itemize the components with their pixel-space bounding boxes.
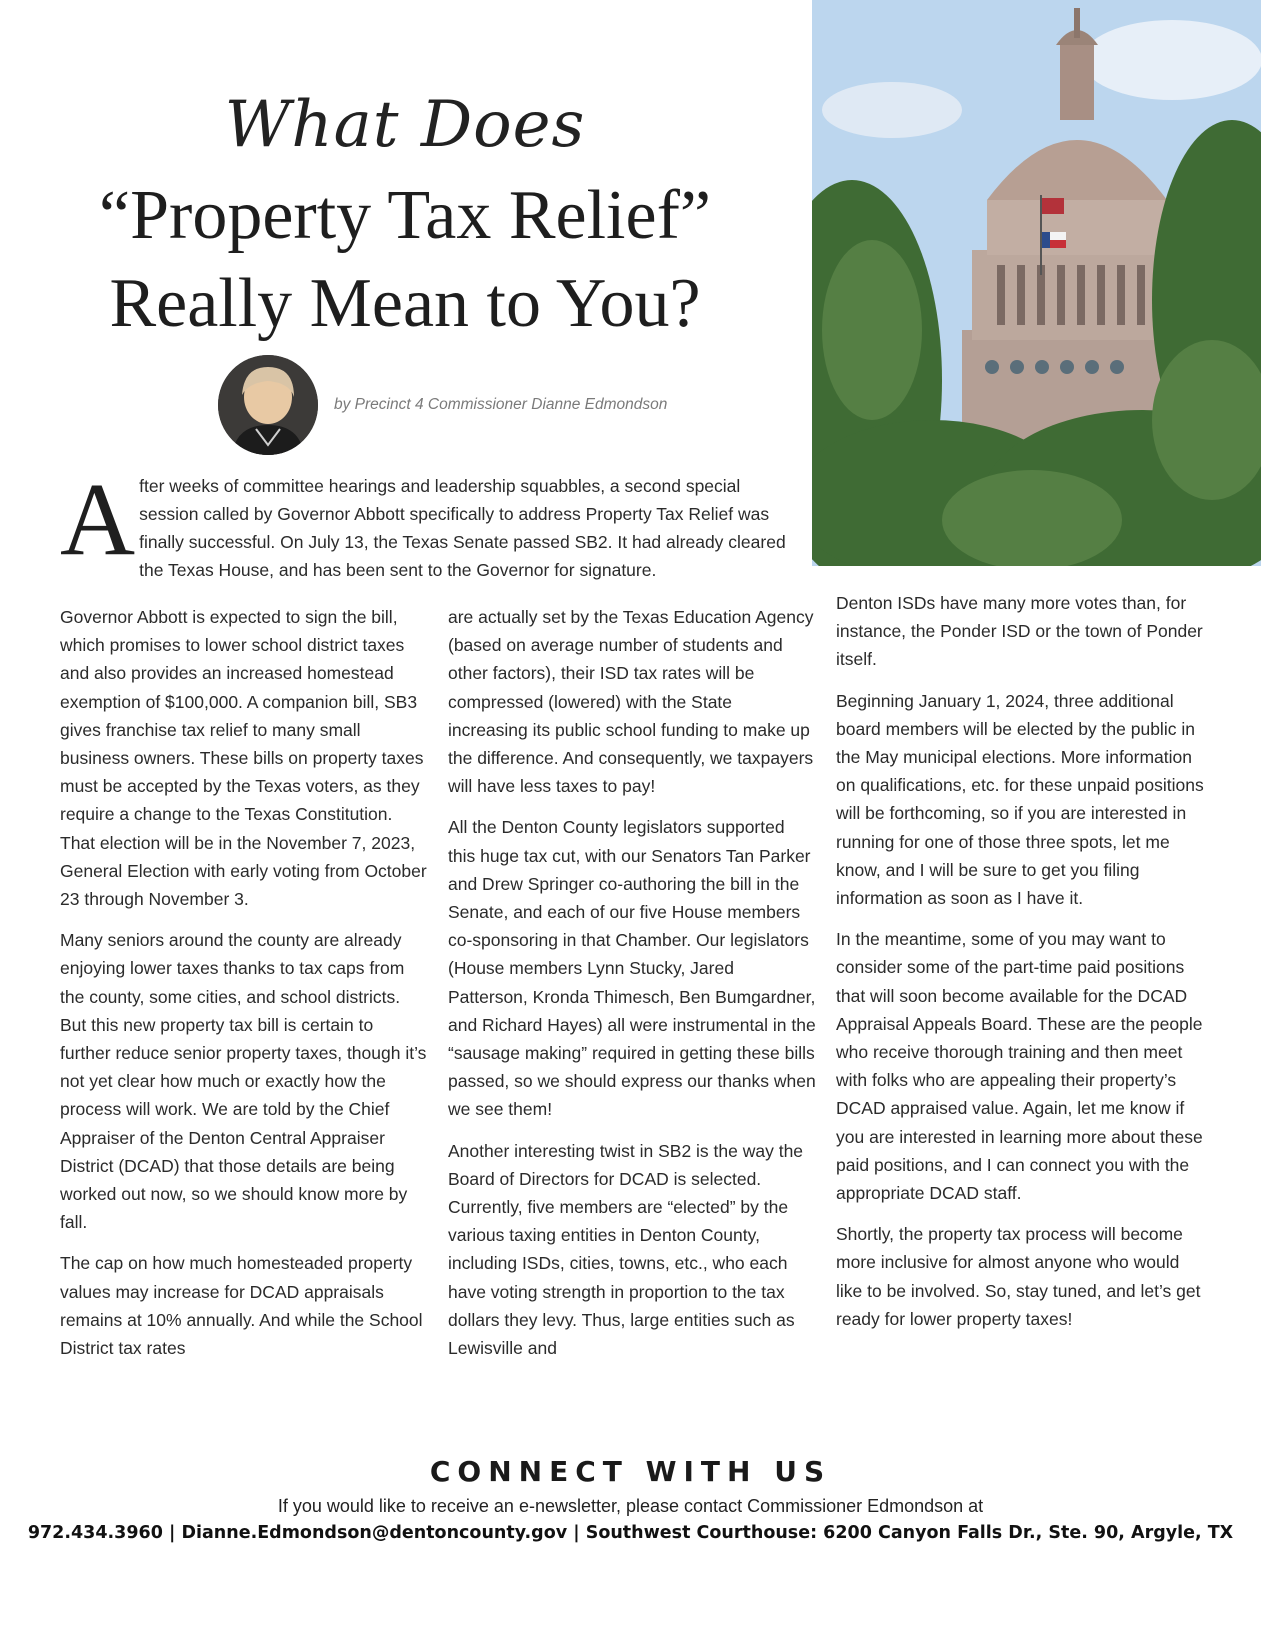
capitol-building-image	[812, 0, 1261, 566]
column-1	[60, 603, 428, 1375]
paragraph: Denton ISDs have many more votes than, for instance, the Ponder ISD or the town of Ponder itself.	[836, 593, 1203, 670]
paragraph: The cap on how much homesteaded property values may increase for DCAD appraisals remains at 10% annually. And while the School District tax rates	[60, 1253, 423, 1359]
drop-cap: A	[60, 462, 136, 577]
capitol-photo	[812, 0, 1261, 566]
byline: by Precinct 4 Commissioner Dianne Edmondson	[334, 396, 668, 413]
paragraph: All the Denton County legislators supported this huge tax cut, with our Senators Tan Parker and Drew Springer co-authoring the bill in the Senate, and each of our five House members co-sponsoring in that Chamber. Our legislators (House members Lynn Stucky, Jared Patterson, Kronda Thimesch, Ben Bumgardner, and Richard Hayes) all were instrumental in the “sausage making” required in getting these bills passed, so we should express our thanks when we see them!	[448, 817, 816, 1120]
paragraph: Many seniors around the county are already enjoying lower taxes thanks to tax caps from the county, some cities, and school districts. But this new property tax bill is certain to further reduce senior property taxes, though it’s not yet clear how much or exactly how the process will work. We are told by the Chief Appraiser of the Denton Central Appraiser District (DCAD) that those details are being worked out now, so we should know more by fall.	[60, 930, 427, 1233]
email-link[interactable]: Dianne.Edmondson@dentoncounty.gov	[181, 1523, 568, 1543]
author-portrait-icon	[218, 355, 318, 455]
separator: |	[162, 1523, 182, 1543]
paragraph: In the meantime, some of you may want to consider some of the part-time paid positions that will soon become available for the DCAD Appraisal Appeals Board. These are the people who receive thorough training and then meet with folks who are appealing their property’s DCAD appraised value. Again, let me know if you are interested in learning more about these paid positions, and I can connect you with the appropriate DCAD staff.	[836, 929, 1203, 1204]
office-address: Southwest Courthouse: 6200 Canyon Falls Dr., Ste. 90, Argyle, TX	[585, 1523, 1234, 1543]
title-line-2: Really Mean to You?	[109, 265, 701, 342]
column-2	[448, 603, 816, 1375]
title-script-line: What Does	[224, 88, 586, 162]
article-title	[40, 172, 770, 348]
paragraph: are actually set by the Texas Education Agency (based on average number of students and other factors), their ISD tax rates will be compressed (lowered) with the State increasing its public school funding to make up the difference. And consequently, we taxpayers will have less taxes to pay!	[448, 607, 814, 797]
contact-line	[0, 1523, 1261, 1543]
lead-paragraph	[60, 462, 798, 584]
title-line-1: “Property Tax Relief”	[99, 177, 711, 254]
connect-heading: CONNECT WITH US	[429, 1455, 832, 1488]
paragraph: Beginning January 1, 2024, three additional board members will be elected by the public in the May municipal elections. More information on qualifications, etc. for these unpaid positions will be forthcoming, so if you are interested in running for one of those three spots, let me know, and I will be sure to get you filing information as soon as I have it.	[836, 690, 1204, 909]
author-avatar	[218, 355, 318, 455]
lead-text: fter weeks of committee hearings and leadership squabbles, a second special session called by Governor Abbott specifically to address Property Tax Relief was finally successful. On July 13, the Texas Senate passed SB2. It had already cleared the Texas House, and has been sent to the Governor for signature.	[139, 476, 786, 580]
phone-number[interactable]: 972.434.3960	[27, 1523, 163, 1543]
column-3	[836, 589, 1208, 1346]
paragraph: Another interesting twist in SB2 is the way the Board of Directors for DCAD is selected. Currently, five members are “elected” by the various taxing entities in Denton County, including ISDs, cities, towns, etc., who each have voting strength in proportion to the tax dollars they levy. Thus, large entities such as Lewisville and	[448, 1140, 804, 1359]
connect-text: If you would like to receive an e-newsletter, please contact Commissioner Edmondson at	[277, 1496, 984, 1516]
separator: |	[567, 1523, 586, 1543]
paragraph: Shortly, the property tax process will become more inclusive for almost anyone who would like to be involved. So, stay tuned, and let’s get ready for lower property taxes!	[836, 1224, 1201, 1329]
paragraph: Governor Abbott is expected to sign the bill, which promises to lower school district taxes and also provides an increased homestead exemption of $100,000. A companion bill, SB3 gives franchise tax relief to many small business owners. These bills on property taxes must be accepted by the Texas voters, as they require a change to the Texas Constitution. That election will be in the November 7, 2023, General Election with early voting from October 23 through November 3.	[60, 607, 427, 910]
